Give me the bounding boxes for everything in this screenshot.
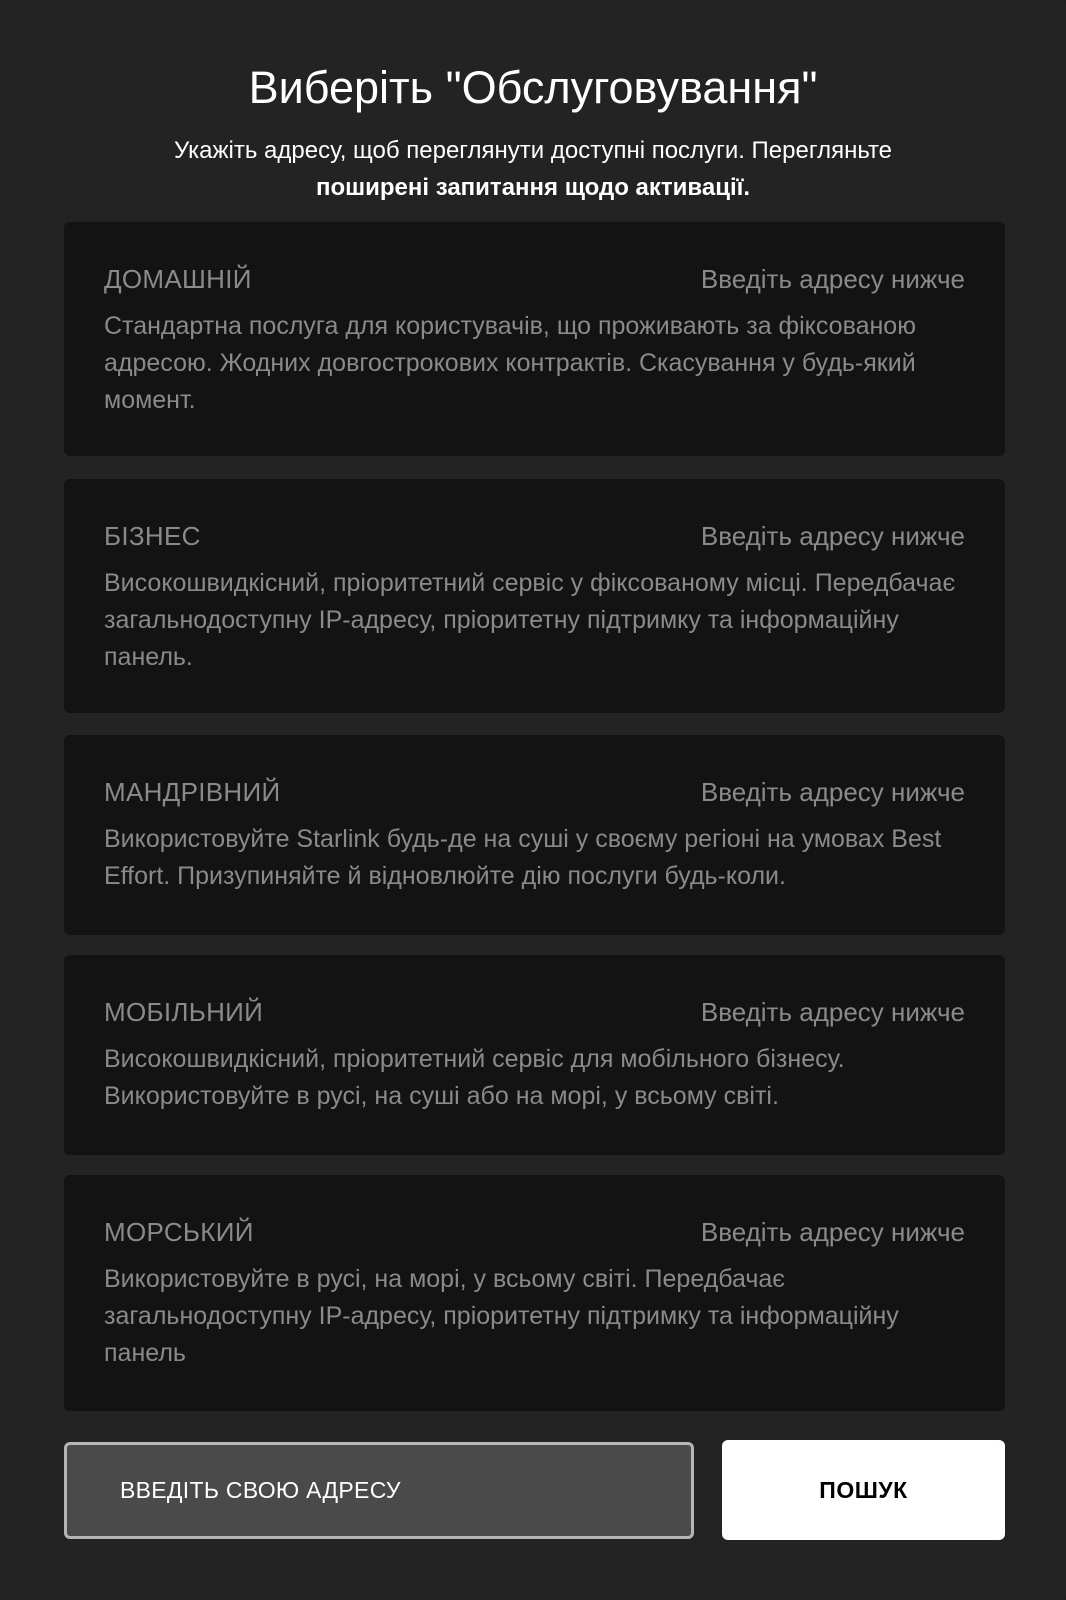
plan-card-business[interactable] bbox=[64, 479, 1005, 713]
plan-status: Введіть адресу нижче bbox=[700, 777, 965, 807]
subtitle-text: Укажіть адресу, щоб переглянути доступні послуги. Перегляньте bbox=[173, 137, 893, 164]
plan-name: МОРСЬКИЙ bbox=[104, 1217, 254, 1247]
plan-name: МОБІЛЬНИЙ bbox=[104, 997, 264, 1027]
plan-name: ДОМАШНІЙ bbox=[104, 264, 252, 294]
plan-status: Введіть адресу нижче bbox=[700, 997, 965, 1027]
plan-card-roam[interactable] bbox=[64, 735, 1005, 935]
search-button[interactable]: ПОШУК bbox=[722, 1440, 1005, 1540]
plan-card-mobility[interactable] bbox=[64, 955, 1005, 1155]
plan-description: Високошвидкісний, пріоритетний сервіс у фіксованому місці. Передбачає загальнодоступну IP-адресу, пріоритетну підтримку та інформаційну панель. bbox=[104, 569, 956, 671]
plan-name: МАНДРІВНИЙ bbox=[104, 777, 281, 807]
plan-description: Високошвидкісний, пріоритетний сервіс для мобільного бізнесу. Використовуйте в русі, на суші або на морі, у всьому світі. bbox=[104, 1045, 845, 1110]
plan-description: Використовуйте Starlink будь-де на суші у своєму регіоні на умовах Best Effort. Призупиняйте й відновлюйте дію послуги будь-коли. bbox=[104, 825, 942, 890]
plan-status: Введіть адресу нижче bbox=[700, 264, 965, 294]
page-title: Виберіть "Обслуговування" bbox=[248, 62, 818, 113]
plan-description: Використовуйте в русі, на морі, у всьому світі. Передбачає загальнодоступну IP-адресу, пріоритетну підтримку та інформаційну панель bbox=[104, 1265, 899, 1367]
plan-card-maritime[interactable] bbox=[64, 1175, 1005, 1411]
plan-status: Введіть адресу нижче bbox=[700, 1217, 965, 1247]
activation-faq-link[interactable]: поширені запитання щодо активації. bbox=[315, 174, 751, 201]
plan-description: Стандартна послуга для користувачів, що проживають за фіксованою адресою. Жодних довгострокових контрактів. Скасування у будь-який момент. bbox=[104, 312, 916, 414]
plan-status: Введіть адресу нижче bbox=[700, 521, 965, 551]
page-subtitle bbox=[60, 132, 1006, 206]
plan-card-residential[interactable] bbox=[64, 222, 1005, 456]
plan-name: БІЗНЕС bbox=[104, 521, 201, 551]
address-input[interactable] bbox=[64, 1442, 694, 1539]
